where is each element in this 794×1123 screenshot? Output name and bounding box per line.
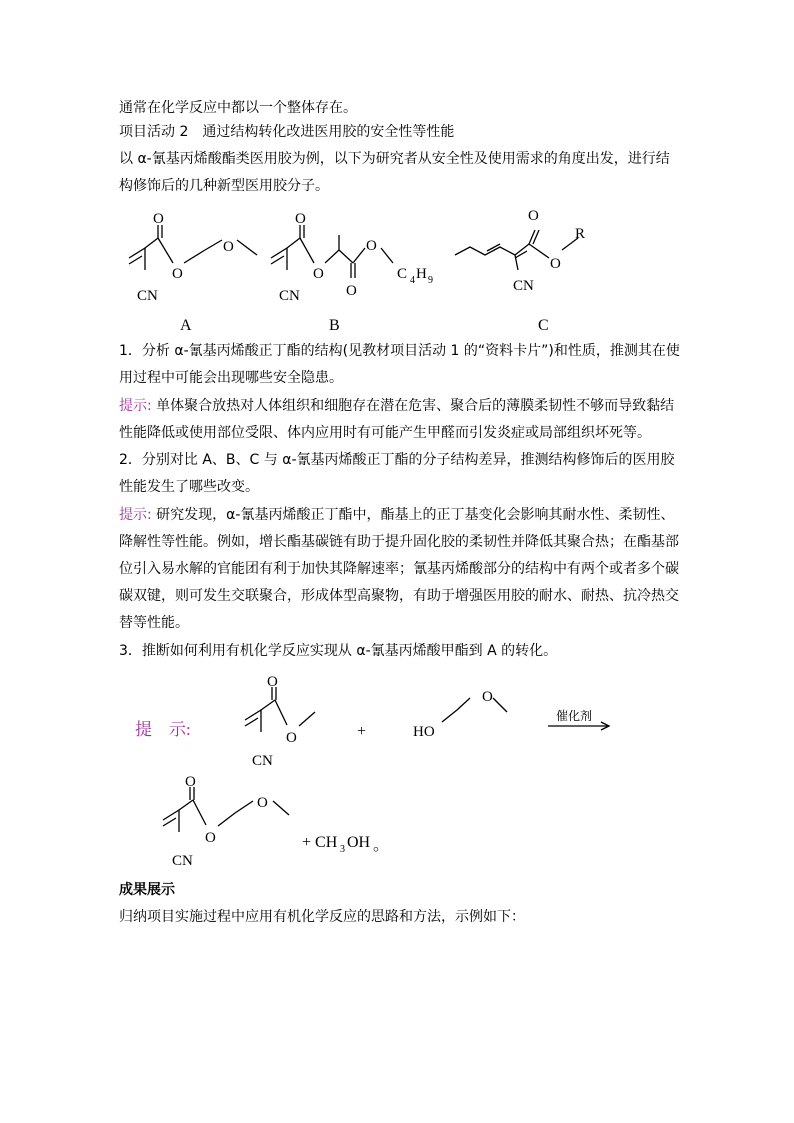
hint-2-cont: 降解性等性能。例如，增长酯基碳链有助于提升固化胶的柔韧性并降低其聚合热；在酯基部 (119, 534, 679, 550)
text-line: 构修饰后的几种新型医用胶分子。 (119, 178, 329, 194)
svg-text:O: O (286, 730, 297, 746)
svg-text:CN: CN (252, 753, 273, 769)
question-2-cont: 性能发生了哪些改变。 (119, 479, 259, 495)
section-title: 成果展示 (119, 882, 175, 898)
o-label: O (366, 238, 377, 254)
o-label: O (346, 283, 357, 299)
c-label: C (397, 266, 408, 282)
structures-abc (115, 200, 615, 340)
sub-label: 4 (410, 275, 415, 286)
o-label: O (550, 256, 561, 272)
reactant-methyl-ester (245, 674, 315, 769)
plus-sign: + (357, 723, 367, 740)
question-2: 2．分别对比 A、B、C 与 α-氰基丙烯酸正丁酯的分子结构差异，推测结构修饰后的医用胶 (119, 452, 675, 468)
molecule-b (271, 211, 433, 334)
sub-label: 9 (428, 275, 433, 286)
svg-text:O: O (267, 674, 278, 690)
summary-line: 归纳项目实施过程中应用有机化学反应的思路和方法，示例如下： (119, 909, 525, 925)
svg-text:。: 。 (373, 837, 390, 854)
hint-1: 提示: 单体聚合放热对人体组织和细胞存在潜在危害、聚合后的薄膜柔韧性不够而导致黏结 (119, 398, 675, 414)
svg-text:CN: CN (172, 853, 193, 869)
text-line: 通常在化学反应中都以一个整体存在。 (119, 100, 357, 116)
svg-text:HO: HO (413, 724, 435, 740)
svg-text:3: 3 (340, 844, 345, 855)
r-label: R (575, 226, 586, 242)
question-3: 3．推断如何利用有机化学反应实现从 α-氰基丙烯酸甲酯到 A 的转化。 (119, 643, 558, 659)
svg-text:+ CH: + CH (302, 834, 338, 851)
h-label: H (416, 266, 427, 282)
activity-heading: 项目活动 2 通过结构转化改进医用胶的安全性等性能 (119, 124, 455, 140)
svg-text:O: O (482, 689, 493, 705)
reaction-arrow (548, 708, 609, 730)
hint-1-cont: 性能降低或使用部位受限、体内应用时有可能产生甲醛而引发炎症或局部组织坏死等。 (119, 425, 651, 441)
hint-2-cont: 碳双键，则可发生交联聚合，形成体型高聚物，有助于增强医用胶的耐水、耐热、抗冷热交 (119, 588, 679, 604)
reactant-methoxyethanol (413, 689, 507, 740)
label-c: C (538, 317, 549, 334)
hint-label: 提示: (119, 507, 152, 523)
svg-text:OH: OH (347, 834, 371, 851)
product-a (163, 774, 289, 869)
o-label: O (153, 211, 164, 227)
svg-text:O: O (257, 795, 268, 811)
hint-label: 提示: (119, 398, 152, 414)
methanol-byproduct (302, 834, 389, 855)
reaction-hint-label: 提 示: (135, 720, 191, 739)
label-b: B (329, 317, 340, 334)
hint-2-cont: 位引入易水解的官能团有利于加快其降解速率；氰基丙烯酸部分的结构中有两个或者多个碳 (119, 561, 679, 577)
o-label: O (528, 208, 539, 224)
question-1-cont: 用过程中可能会出现哪些安全隐患。 (119, 370, 343, 386)
o-label: O (295, 211, 306, 227)
text-line: 以 α-氰基丙烯酸酯类医用胶为例，以下为研究者从安全性及使用需求的角度出发，进行结 (119, 151, 670, 167)
hint-2: 提示: 研究发现，α-氰基丙烯酸正丁酯中，酯基上的正丁基变化会影响其耐水性、柔韧性、 (119, 507, 675, 523)
catalyst-label: 催化剂 (556, 709, 593, 723)
svg-text:O: O (205, 830, 216, 846)
reaction-scheme (115, 670, 675, 870)
molecule-a (129, 211, 257, 334)
o-label: O (172, 266, 183, 282)
o-label: O (223, 239, 234, 255)
label-a: A (180, 317, 192, 334)
cn-label: CN (137, 288, 158, 304)
cn-label: CN (513, 278, 534, 294)
molecule-c (455, 208, 585, 334)
question-1: 1．分析 α-氰基丙烯酸正丁酯的结构(见教材项目活动 1 的“资料卡片”)和性质，推测其在使 (119, 343, 680, 359)
cn-label: CN (279, 288, 300, 304)
o-label: O (313, 266, 324, 282)
hint-2-cont: 替等性能。 (119, 615, 189, 631)
svg-text:O: O (185, 774, 196, 790)
